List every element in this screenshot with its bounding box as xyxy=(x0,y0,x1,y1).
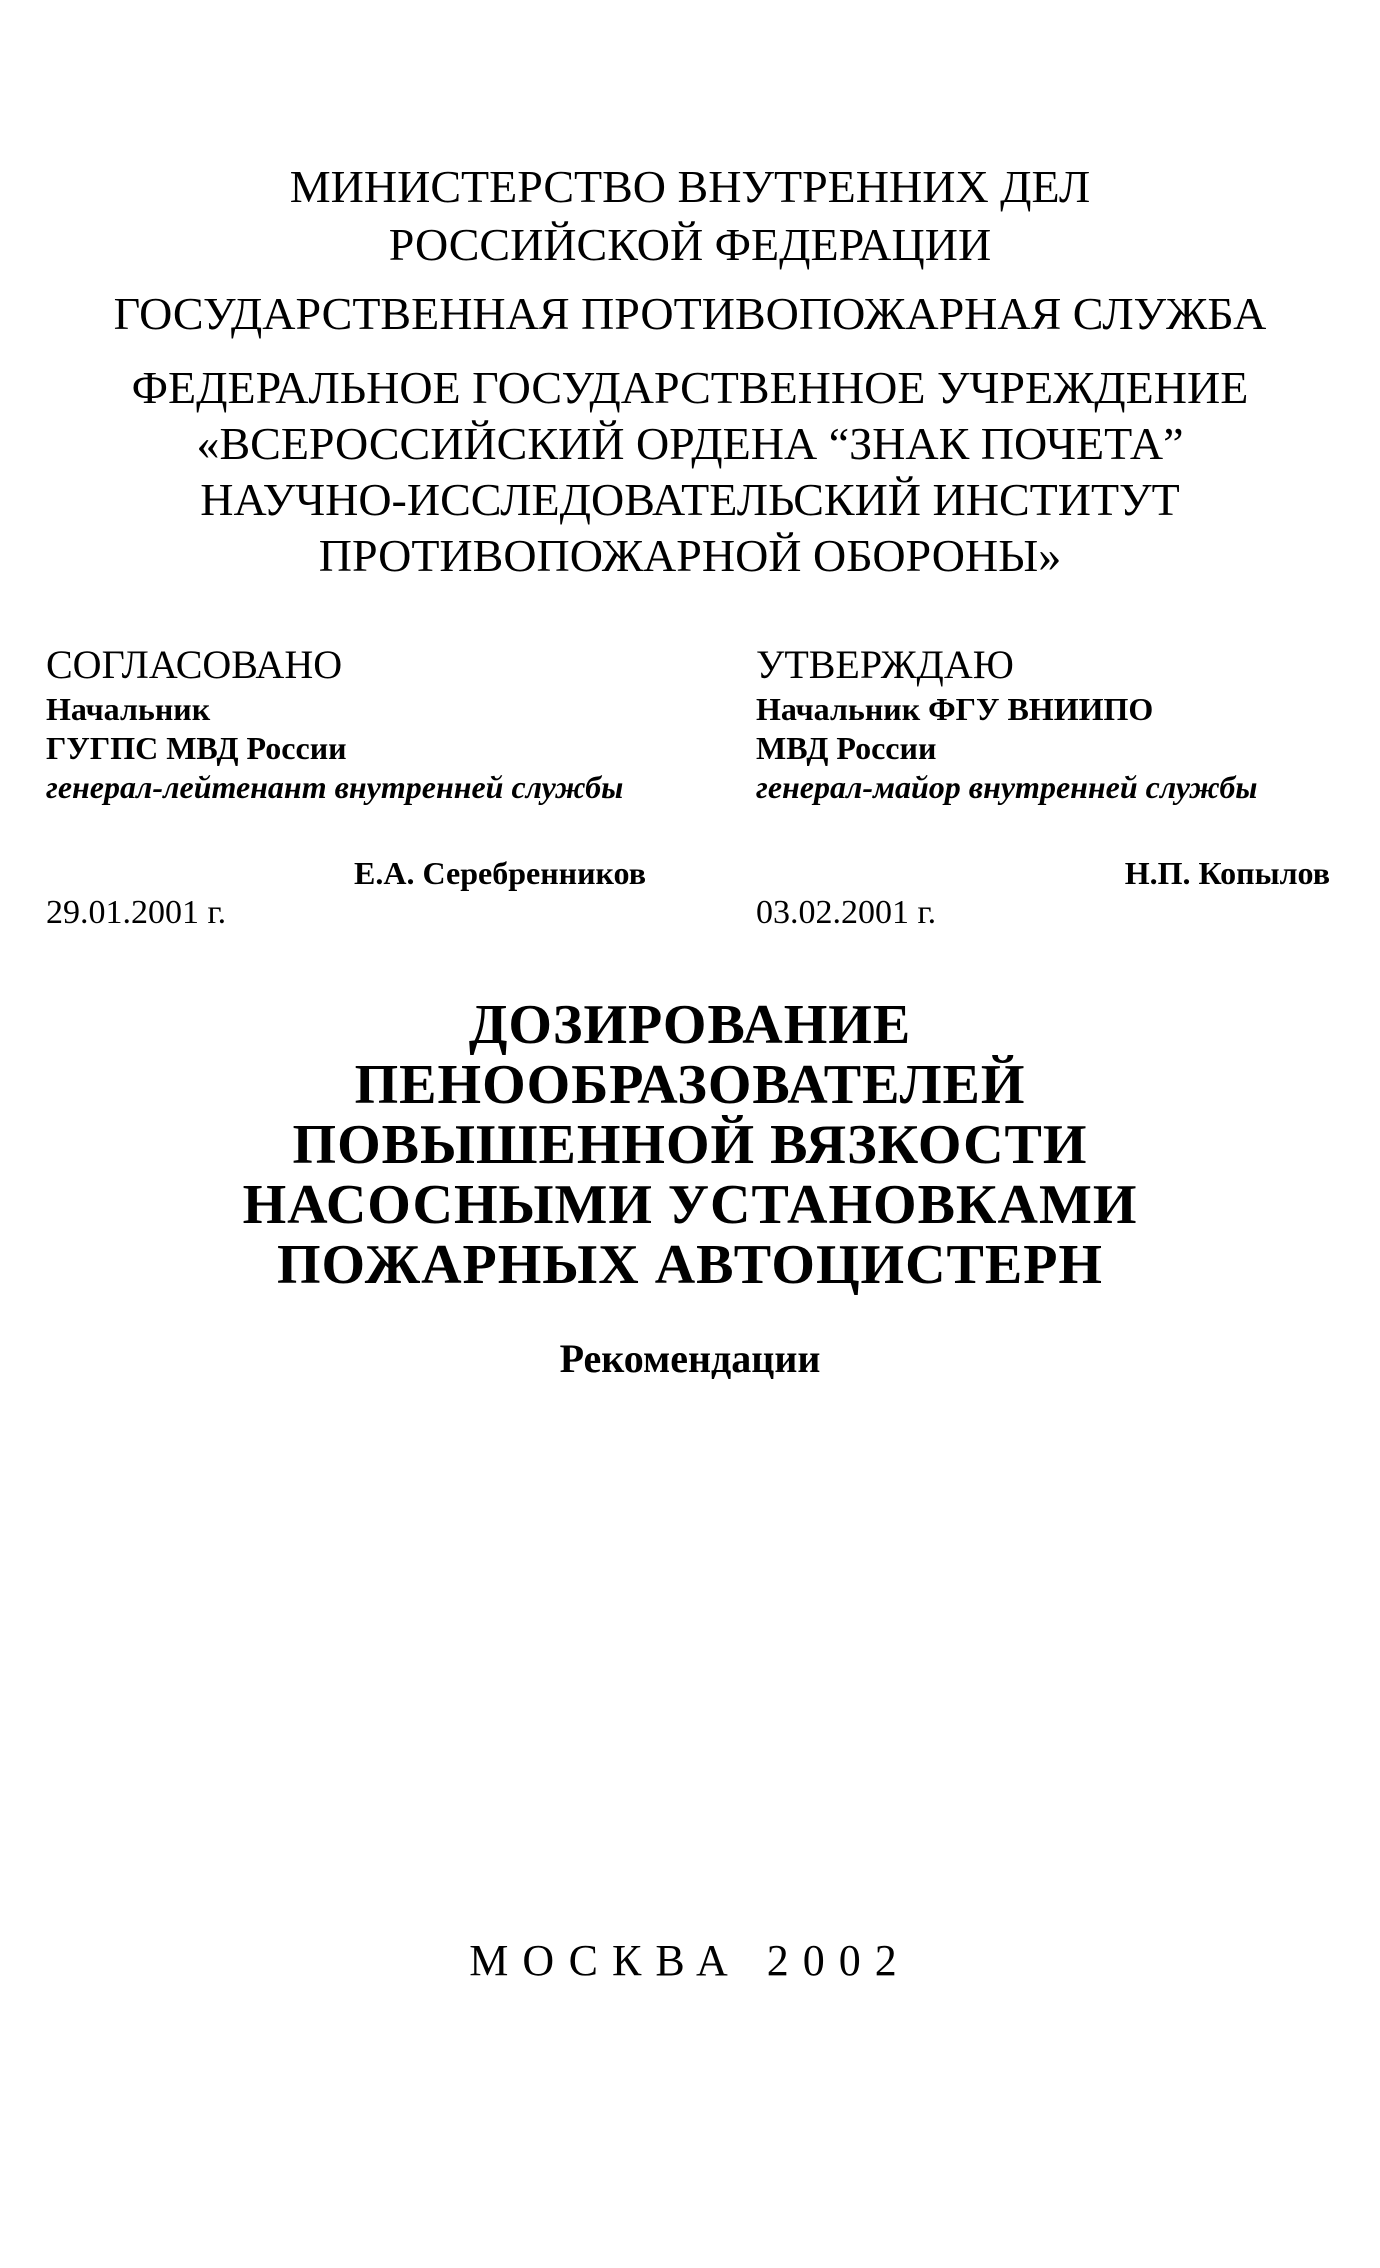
service-line: ГОСУДАРСТВЕННАЯ ПРОТИВОПОЖАРНАЯ СЛУЖБА xyxy=(113,288,1267,339)
document-subtitle: Рекомендации xyxy=(559,1336,821,1381)
institute-line: ПРОТИВОПОЖАРНОЙ ОБОРОНЫ» xyxy=(318,530,1062,581)
approval-signatory: Е.А. Серебренников xyxy=(354,855,646,891)
title-line: НАСОСНЫМИ УСТАНОВКАМИ xyxy=(242,1174,1138,1236)
title-line: ДОЗИРОВАНИЕ xyxy=(468,994,912,1056)
ministry-heading xyxy=(0,158,1380,274)
approval-rank: генерал-лейтенант внутренней службы xyxy=(46,769,624,805)
approval-date: 29.01.2001 г. xyxy=(46,894,227,931)
ministry-line: РОССИЙСКОЙ ФЕДЕРАЦИИ xyxy=(388,219,992,270)
approval-organization: МВД России xyxy=(756,730,937,766)
institute-line: НАУЧНО-ИССЛЕДОВАТЕЛЬСКИЙ ИНСТИТУТ xyxy=(200,474,1180,525)
approval-position: Начальник xyxy=(46,691,211,727)
document-title xyxy=(0,995,1380,1295)
title-line: ПЕНООБРАЗОВАТЕЛЕЙ xyxy=(354,1054,1026,1116)
ministry-line: МИНИСТЕРСТВО ВНУТРЕННИХ ДЕЛ xyxy=(289,161,1091,212)
approval-position: Начальник ФГУ ВНИИПО xyxy=(756,691,1154,727)
institute-line: ФЕДЕРАЛЬНОЕ ГОСУДАРСТВЕННОЕ УЧРЕЖДЕНИЕ xyxy=(131,362,1249,413)
service-heading xyxy=(0,285,1380,343)
approval-block-agreed xyxy=(46,640,646,933)
institute-heading xyxy=(0,360,1380,584)
approval-title: УТВЕРЖДАЮ xyxy=(756,642,1014,687)
approval-rank: генерал-майор внутренней службы xyxy=(756,769,1258,805)
title-line: ПОВЫШЕННОЙ ВЯЗКОСТИ xyxy=(292,1114,1088,1176)
title-line: ПОЖАРНЫХ АВТОЦИСТЕРН xyxy=(277,1234,1103,1296)
city-year: МОСКВА 2002 xyxy=(469,1936,911,1985)
approval-signatory: Н.П. Копылов xyxy=(1124,855,1330,891)
approval-title: СОГЛАСОВАНО xyxy=(46,642,343,687)
approval-date: 03.02.2001 г. xyxy=(756,894,937,931)
approval-organization: ГУГПС МВД России xyxy=(46,730,347,766)
approval-block-approved xyxy=(756,640,1330,933)
institute-line: «ВСЕРОССИЙСКИЙ ОРДЕНА “ЗНАК ПОЧЕТА” xyxy=(196,418,1184,469)
